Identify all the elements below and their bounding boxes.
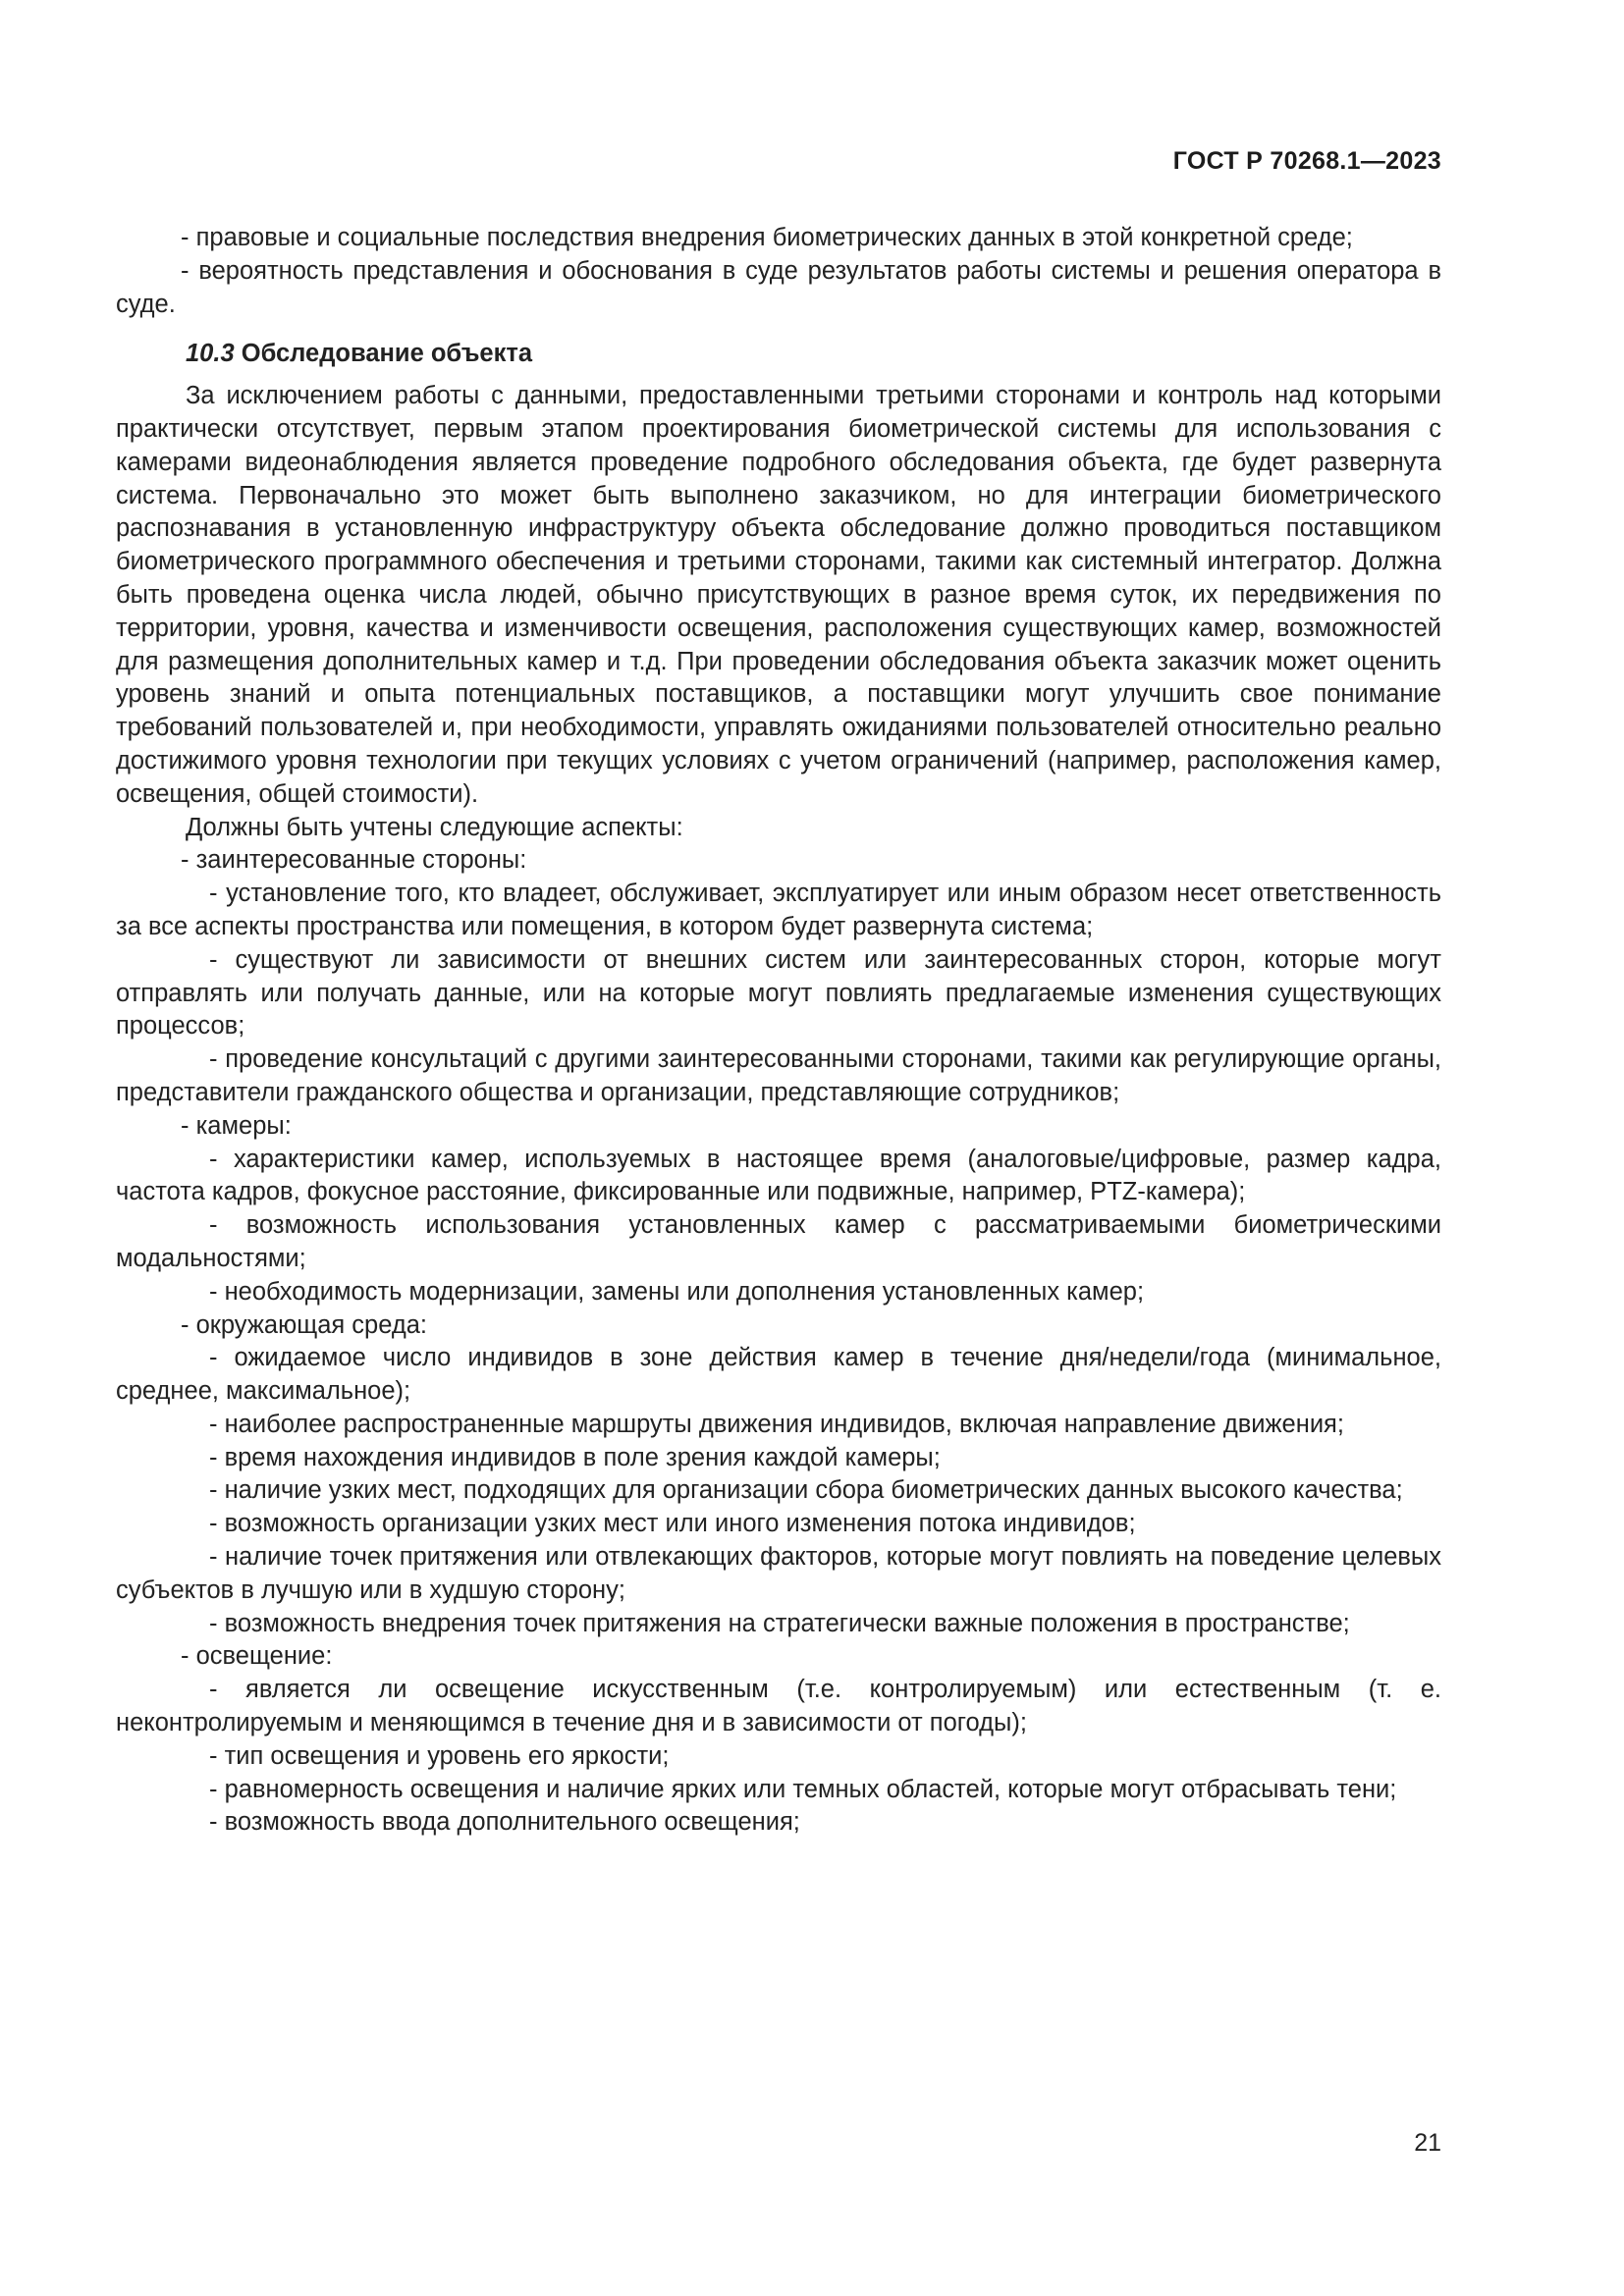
group-label-environment: - окружающая среда: <box>181 1310 427 1339</box>
aspects-intro: Должны быть учтены следующие аспекты: <box>186 813 683 841</box>
list-item: - время нахождения индивидов в поле зрения каждой камеры; <box>209 1443 941 1471</box>
page-number: 21 <box>1414 2129 1441 2157</box>
section-title: Обследование объекта <box>241 340 533 368</box>
list-item: - вероятность представления и обоснования в суде результатов работы системы и решения оператора в суде. <box>116 256 1441 318</box>
list-item: - наличие узких мест, подходящих для организации сбора биометрических данных высокого качества; <box>209 1476 1403 1505</box>
list-item: - наличие точек притяжения или отвлекающих факторов, которые могут повлиять на поведение целевых субъектов в лучшую или в худшую сторону; <box>116 1543 1441 1604</box>
document-code: ГОСТ Р 70268.1—2023 <box>1172 147 1441 175</box>
document-body <box>116 222 1441 1840</box>
list-item: - возможность внедрения точек притяжения на стратегически важные положения в пространстве; <box>209 1609 1350 1637</box>
list-item: - возможность использования установленных камер с рассматриваемыми биометрическими модальностями; <box>116 1211 1441 1272</box>
list-item: - возможность ввода дополнительного освещения; <box>209 1808 800 1837</box>
list-item: - равномерность освещения и наличие ярких или темных областей, которые могут отбрасывать тени; <box>209 1775 1397 1803</box>
list-item: - ожидаемое число индивидов в зоне действия камер в течение дня/недели/года (минимальное, среднее, максимальное); <box>116 1344 1441 1406</box>
list-item: - правовые и социальные последствия внедрения биометрических данных в этой конкретной среде; <box>181 224 1353 251</box>
list-item: - существуют ли зависимости от внешних систем или заинтересованных сторон, которые могут отправлять или получать данные, или на которые могут повлиять предлагаемые изменения существующих процессов; <box>116 945 1441 1041</box>
group-label-stakeholders: - заинтересованные стороны: <box>181 846 527 875</box>
list-item: - характеристики камер, используемых в настоящее время (аналоговые/цифровые, размер кадра, частота кадров, фокусное расстояние, фиксированные или подвижные, например, PTZ-камера); <box>116 1145 1441 1206</box>
group-label-cameras: - камеры: <box>181 1111 292 1140</box>
list-item: - установление того, кто владеет, обслуживает, эксплуатирует или иным образом несет ответственность за все аспекты пространства или помещения, в котором будет развернута система; <box>116 880 1441 940</box>
list-item: - возможность организации узких мест или иного изменения потока индивидов; <box>209 1510 1136 1538</box>
list-item: - тип освещения и уровень его яркости; <box>209 1741 670 1770</box>
body-paragraph: За исключением работы с данными, предоставленными третьими сторонами и контроль над которыми практически отсутствует, первым этапом проектирования биометрической системы для использования с камерами видеонаблюдения является проведение подробного обследования объекта, где будет развернута система. Первоначально это может быть выполнено заказчиком, но для интеграции биометрического распознавания в установленную инфраструктуру объекта обследование должно проводиться поставщиком биометрического программного обеспечения и третьими сторонами, такими как системный интегратор. Должна быть проведена оценка числа людей, обычно присутствующих в разное время суток, их передвижения по территории, уровня, качества и изменчивости освещения, расположения существующих камер, возможностей для размещения дополнительных камер и т.д. При проведении обследования объекта заказчик может оценить уровень знаний и опыта потенциальных поставщиков, а поставщики могут улучшить свое понимание требований пользователей и, при необходимости, управлять ожиданиями пользователей относительно реально достижимого уровня технологии при текущих условиях с учетом ограничений (например, расположения камер, освещения, общей стоимости). <box>116 382 1441 808</box>
list-item: - наиболее распространенные маршруты движения индивидов, включая направление движения; <box>209 1410 1344 1438</box>
group-label-lighting: - освещение: <box>181 1642 333 1671</box>
list-item: - проведение консультаций с другими заинтересованными сторонами, такими как регулирующие органы, представители гражданского общества и организации, представляющие сотрудников; <box>116 1045 1441 1106</box>
list-item: - необходимость модернизации, замены или дополнения установленных камер; <box>209 1277 1145 1306</box>
section-heading <box>116 338 1441 371</box>
list-item: - является ли освещение искусственным (т.е. контролируемым) или естественным (т. е. неконтролируемым и меняющимся в течение дня и в зависимости от погоды); <box>116 1676 1441 1737</box>
section-number: 10.3 <box>186 340 235 368</box>
